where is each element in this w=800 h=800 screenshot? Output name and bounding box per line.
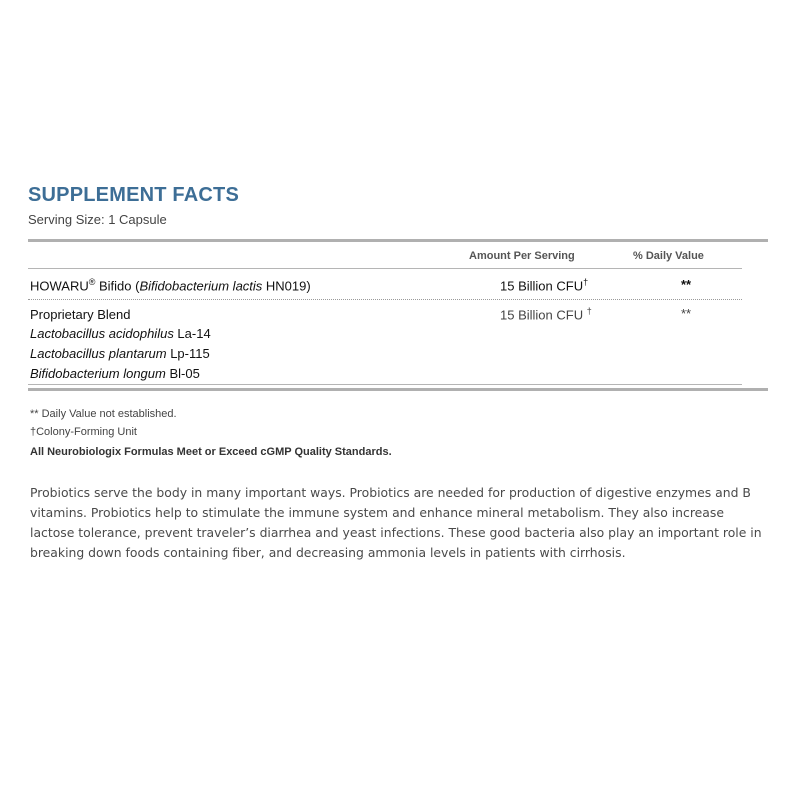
quality-statement: All Neurobiologix Formulas Meet or Exceed cGMP Quality Standards.: [30, 446, 392, 458]
product-description: Probiotics serve the body in many important ways. Probiotics are needed for production of digestive enzymes and B vitamins. Probiotics help to stimulate the immune system and enhance mineral metabolism. They also increase lactose tolerance, prevent traveler’s diarrhea and yeast infections. These good bacteria also play an important role in breaking down foods containing fiber, and decreasing ammonia levels in patients with cirrhosis.: [30, 485, 762, 560]
ingredient-howaru-prefix: HOWARU: [30, 278, 89, 294]
strain-item: [30, 326, 211, 341]
strain-species: Lactobacillus acidophilus: [30, 326, 174, 341]
strain-species: Bifidobacterium longum: [30, 366, 166, 381]
amount-howaru-value: 15 Billion CFU: [500, 278, 584, 294]
amount-blend: [500, 306, 592, 322]
bottom-divider: [28, 388, 768, 391]
dagger-mark: †: [586, 306, 592, 316]
daily-value-header: % Daily Value: [633, 250, 704, 262]
strain-item: [30, 366, 200, 381]
dagger-mark: †: [583, 277, 589, 287]
registered-mark: ®: [88, 277, 96, 287]
amount-blend-value: 15 Billion CFU: [500, 307, 584, 323]
top-divider: [28, 239, 768, 242]
strain-code: La-14: [173, 326, 211, 341]
header-divider: [28, 268, 742, 269]
row-divider: [28, 299, 742, 300]
ingredient-howaru-suffix: HN019): [262, 278, 311, 294]
strain-species: Lactobacillus plantarum: [30, 346, 167, 361]
page-title: SUPPLEMENT FACTS: [28, 184, 239, 206]
amount-howaru: [500, 277, 588, 293]
footnote-cfu: †Colony-Forming Unit: [30, 426, 137, 438]
strain-code: Bl-05: [165, 366, 200, 381]
dv-howaru: **: [681, 277, 692, 292]
ingredient-howaru-species: Bifidobacterium lactis: [139, 278, 263, 294]
serving-size: Serving Size: 1 Capsule: [28, 212, 167, 227]
strain-item: [30, 346, 210, 361]
dv-blend: **: [681, 306, 692, 321]
ingredient-howaru: [30, 277, 311, 293]
strain-code: Lp-115: [166, 346, 210, 361]
table-end-divider: [28, 384, 742, 385]
ingredient-howaru-mid: Bifido (: [95, 278, 140, 294]
footnote-daily-value: ** Daily Value not established.: [30, 408, 177, 420]
amount-header: Amount Per Serving: [469, 250, 575, 262]
proprietary-blend-label: Proprietary Blend: [30, 307, 131, 322]
